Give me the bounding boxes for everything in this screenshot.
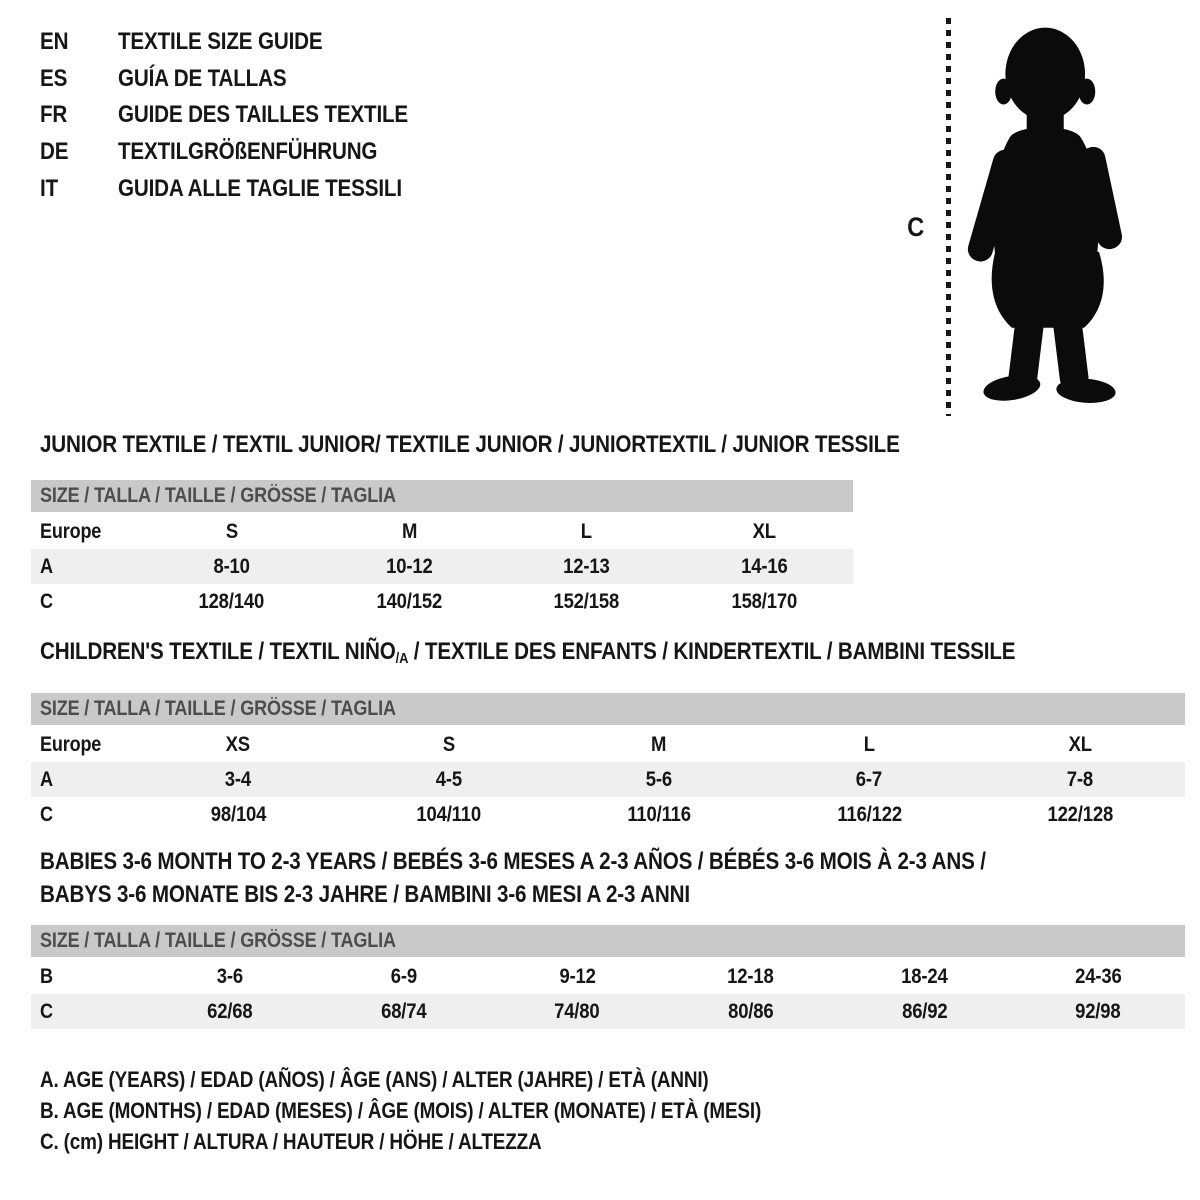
table-row	[31, 994, 1185, 1029]
language-title: TEXTILE SIZE GUIDE	[118, 28, 323, 56]
table-cell: 8-10	[213, 554, 250, 578]
table-cell: 140/152	[376, 589, 443, 613]
junior-section	[31, 431, 900, 619]
language-list	[40, 24, 455, 207]
table-cell: 4-5	[435, 767, 462, 791]
junior-size-bar: SIZE / TALLA / TAILLE / GRÖSSE / TAGLIA	[31, 480, 853, 512]
table-cell: 7-8	[1066, 767, 1093, 791]
table-row	[31, 549, 853, 584]
row-label: Europe	[40, 732, 102, 756]
table-row	[31, 959, 1185, 994]
row-label: C	[40, 589, 53, 613]
table-cell: 104/110	[416, 802, 481, 826]
language-code: EN	[40, 28, 69, 56]
table-cell: 18-24	[901, 964, 948, 988]
table-cell: 5-6	[645, 767, 673, 791]
language-code: IT	[40, 174, 59, 202]
table-cell: 86/92	[901, 999, 948, 1023]
table-row	[31, 584, 853, 619]
table-cell: 68/74	[380, 999, 427, 1023]
table-cell: 116/122	[837, 802, 902, 826]
table-cell: S	[225, 519, 238, 543]
language-title: GUÍA DE TALLAS	[118, 64, 287, 92]
table-cell: 14-16	[741, 554, 788, 578]
row-label: A	[40, 554, 53, 578]
language-row-en	[40, 24, 455, 61]
language-code: DE	[40, 138, 69, 166]
table-cell: 9-12	[558, 964, 596, 988]
language-row-it	[40, 170, 455, 207]
junior-table	[31, 514, 853, 619]
table-row	[31, 797, 1185, 832]
table-row	[31, 762, 1185, 797]
table-cell: 6-9	[390, 964, 417, 988]
language-code: ES	[40, 64, 68, 92]
children-section	[31, 639, 1185, 832]
legend-line-a: A. AGE (YEARS) / EDAD (AÑOS) / ÂGE (ANS) / ALTER (JAHRE) / ETÀ (ANNI)	[40, 1067, 709, 1092]
table-cell: 110/116	[627, 802, 691, 826]
table-cell: 74/80	[554, 999, 600, 1023]
table-row	[31, 727, 1185, 762]
babies-heading: BABIES 3-6 MONTH TO 2-3 YEARS / BEBÉS 3-6 MESES A 2-3 AÑOS / BÉBÉS 3-6 MOIS À 2-3 ANS / BABYS 3-6 MONATE BIS 2-3 JAHRE / BAMBINI 3-6 MESI A 2-3 ANNI	[40, 848, 986, 908]
row-label: C	[40, 802, 53, 826]
table-cell: XS	[226, 732, 251, 756]
table-cell: 24-36	[1074, 964, 1122, 988]
language-title: GUIDE DES TAILLES TEXTILE	[118, 101, 409, 129]
nino-a-subscript: /A	[395, 650, 409, 667]
table-cell: 3-4	[225, 767, 252, 791]
row-label: B	[40, 964, 53, 988]
language-title: GUIDA ALLE TAGLIE TESSILI	[118, 174, 402, 202]
children-table	[31, 727, 1185, 832]
table-cell: 98/104	[210, 802, 266, 826]
table-cell: 3-6	[216, 964, 243, 988]
children-size-bar: SIZE / TALLA / TAILLE / GRÖSSE / TAGLIA	[31, 693, 1185, 725]
table-cell: L	[581, 519, 593, 543]
row-label: C	[40, 999, 53, 1023]
table-cell: 12-18	[727, 964, 774, 988]
legend-line-c: C. (cm) HEIGHT / ALTURA / HAUTEUR / HÖHE / ALTEZZA	[40, 1129, 542, 1154]
babies-section	[31, 845, 1185, 1029]
table-cell: S	[442, 732, 455, 756]
junior-heading: JUNIOR TEXTILE / TEXTIL JUNIOR/ TEXTILE JUNIOR / JUNIORTEXTIL / JUNIOR TESSILE	[40, 431, 900, 458]
height-measure-line	[946, 18, 951, 416]
table-cell: XL	[1068, 732, 1092, 756]
babies-size-bar: SIZE / TALLA / TAILLE / GRÖSSE / TAGLIA	[31, 925, 1185, 957]
table-cell: M	[401, 519, 417, 543]
table-cell: 122/128	[1046, 802, 1113, 826]
table-cell: 128/140	[198, 589, 265, 613]
row-label: Europe	[40, 519, 102, 543]
language-row-fr	[40, 97, 455, 134]
language-title: TEXTILGRÖßENFÜHRUNG	[118, 138, 378, 166]
table-cell: 10-12	[386, 554, 433, 578]
table-cell: 158/170	[731, 589, 798, 613]
table-cell: XL	[752, 519, 776, 543]
table-cell: M	[651, 732, 667, 756]
legend-line-b: B. AGE (MONTHS) / EDAD (MESES) / ÂGE (MOIS) / ALTER (MONATE) / ETÀ (MESI)	[40, 1098, 762, 1123]
table-cell: 80/86	[728, 999, 774, 1023]
table-cell: L	[863, 732, 875, 756]
baby-silhouette-icon	[960, 10, 1136, 414]
language-code: FR	[40, 101, 68, 129]
row-label: A	[40, 767, 53, 791]
table-cell: 62/68	[207, 999, 253, 1023]
legend	[40, 1064, 878, 1157]
children-heading: CHILDREN'S TEXTILE / TEXTIL $NIÑO_{/A}$ / TEXTILE DES ENFANTS / KINDERTEXTIL / BAMBINI TESSILE	[40, 638, 1016, 667]
babies-table	[31, 959, 1185, 1029]
table-cell: 6-7	[856, 767, 883, 791]
table-cell: 152/158	[553, 589, 620, 613]
language-row-es	[40, 61, 455, 98]
table-row	[31, 514, 853, 549]
measure-label-c: C	[907, 212, 925, 242]
table-cell: 12-13	[563, 554, 610, 578]
language-row-de	[40, 134, 455, 171]
table-cell: 92/98	[1075, 999, 1121, 1023]
